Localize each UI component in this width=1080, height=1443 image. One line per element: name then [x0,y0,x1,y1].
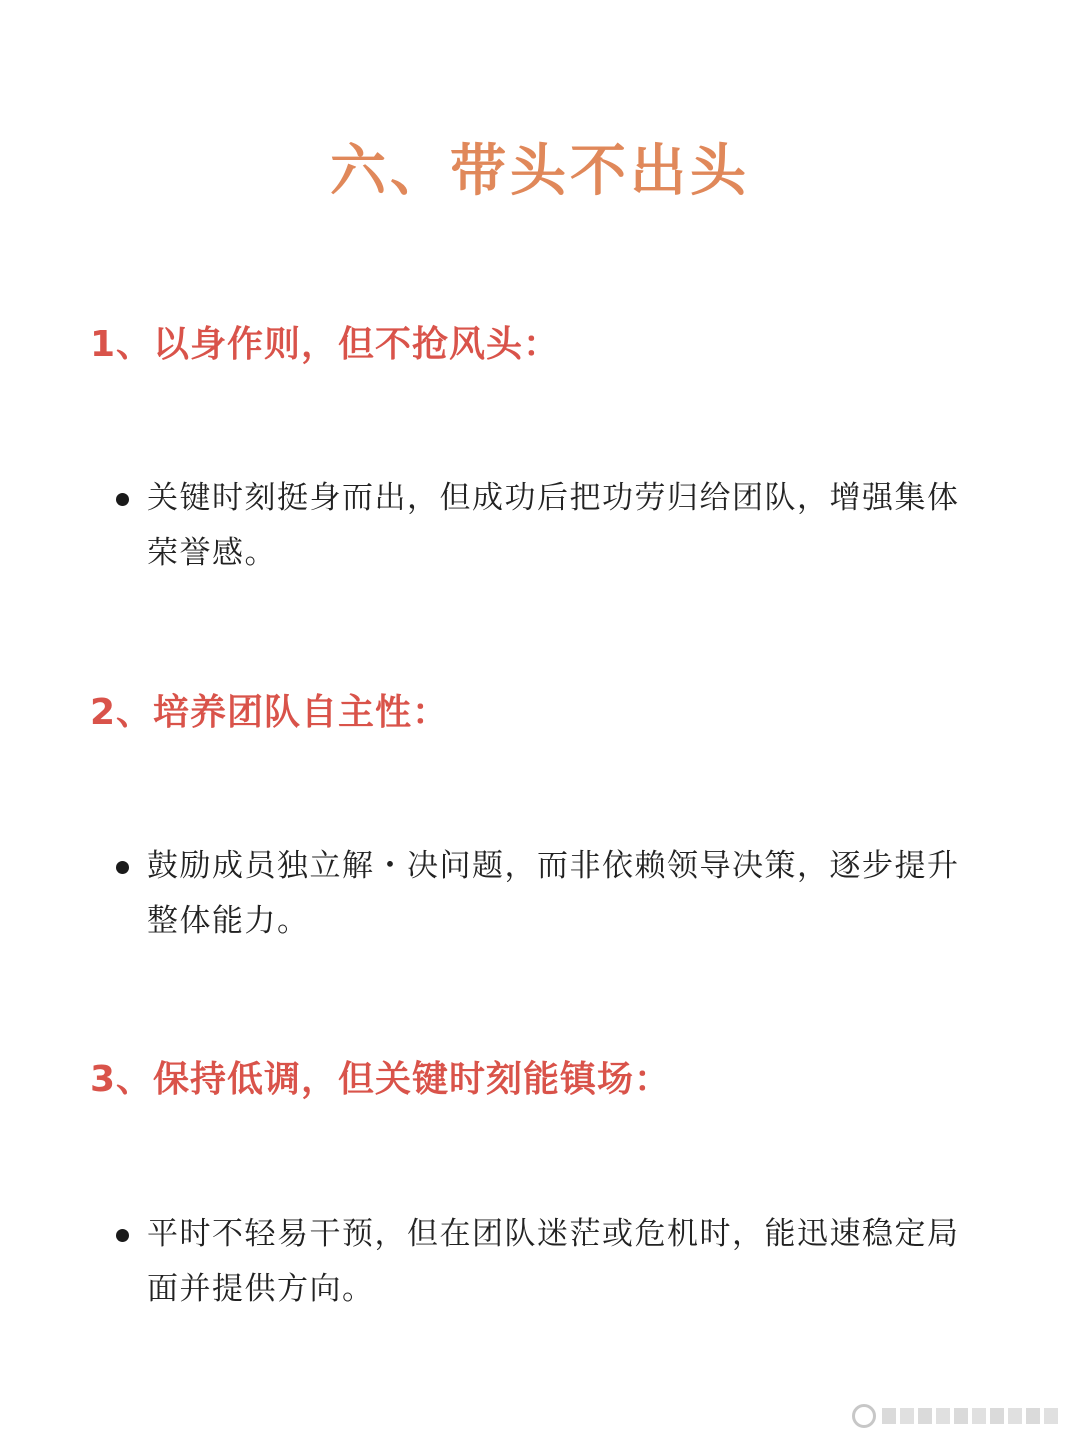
bullet-dot-icon [116,861,129,874]
page-title: 六、带头不出头 [330,139,750,204]
bullet-dot-icon [116,1229,129,1242]
bullet-text-2: 鼓励成员独立解・决问题，而非依赖领导决策，逐步提升整体能力。 [147,848,960,939]
watermark-logo-icon [852,1404,876,1428]
watermark [852,1399,1072,1433]
bullet-text-3: 平时不轻易干预，但在团队迷茫或危机时，能迅速稳定局面并提供方向。 [147,1216,960,1307]
section-heading-1: 1、以身作则，但不抢风头： [90,324,561,365]
bullet-dot-icon [116,493,129,506]
watermark-text-blur-icon [882,1404,1062,1428]
section-heading-3: 3、保持低调，但关键时刻能镇场： [90,1059,672,1100]
bullet-text-1: 关键时刻挺身而出，但成功后把功劳归给团队，增强集体荣誉感。 [147,480,960,571]
section-heading-2: 2、培养团队自主性： [90,692,450,733]
